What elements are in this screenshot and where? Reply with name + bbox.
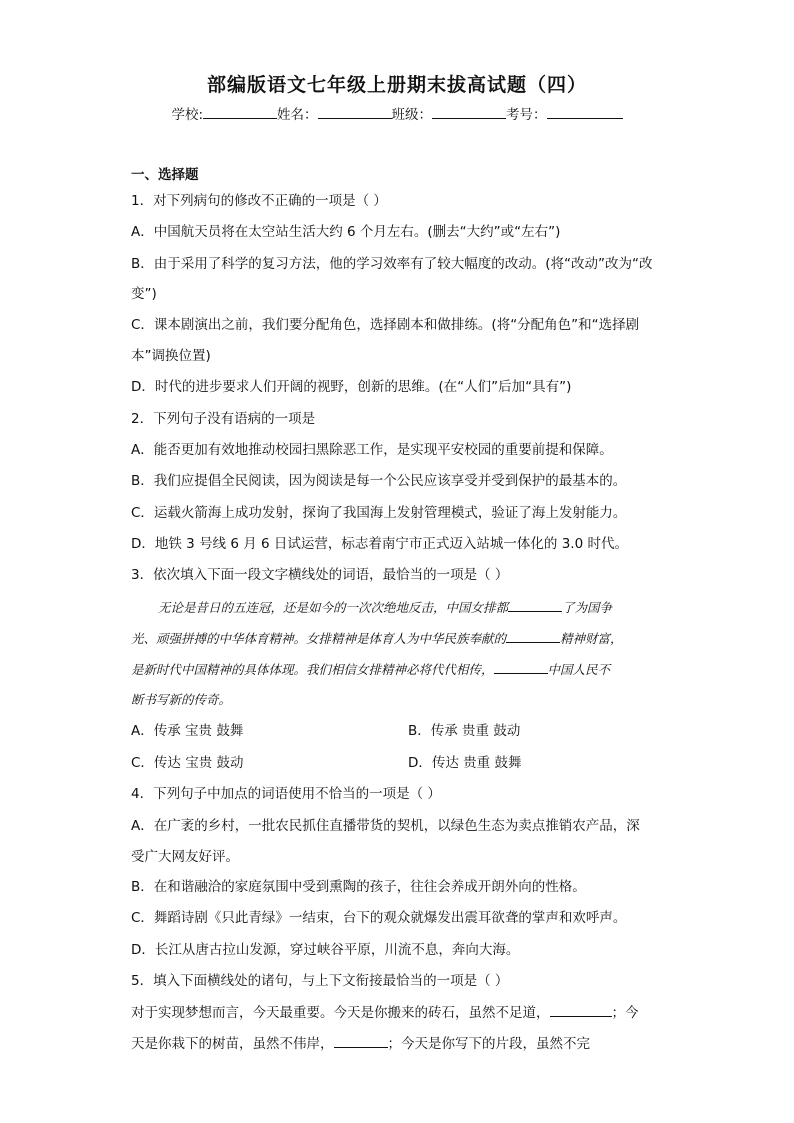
q5-blank-1[interactable] [550,1003,612,1017]
id-blank[interactable] [547,104,623,119]
q3-option-d: D．传达 贵重 鼓舞 [408,755,522,771]
q5-text-line1 [131,1003,671,1022]
q1-option-b-line1: B．由于采用了科学的复习方法，他的学习效率有了较大幅度的改动。(将“改动”改为“改 [131,256,653,272]
q4-option-a-line1: A．在广袤的乡村，一批农民抓住直播带货的契机，以绿色生态为卖点推销农产品，深 [131,818,640,834]
q3-passage-text: 了为国争 [562,600,613,615]
name-label: 姓名： [277,107,318,123]
q2-option-a: A．能否更加有效地推动校园扫黑除恶工作，是实现平安校园的重要前提和保障。 [131,442,613,458]
q3-passage-text: 中国人民不 [547,662,611,677]
id-label: 考号： [506,107,547,123]
class-label: 班级： [391,107,433,123]
q5-text: ；今天是你写下的片段，虽然不完 [387,1036,590,1052]
q4-option-a-line2: 受广大网友好评。 [131,849,239,865]
school-blank[interactable] [203,104,277,119]
q3-passage-text: 光、顽强拼搏的中华体育精神。女排精神是体育人为中华民族奉献的 [131,631,507,646]
q4-option-d: D．长江从唐古拉山发源，穿过峡谷平原，川流不息，奔向大海。 [131,942,520,958]
q3-passage-line4: 断书写新的传奇。 [131,692,232,707]
q3-passage-line1 [158,598,698,617]
q3-blank-1[interactable] [508,598,562,612]
section-heading: 一、选择题 [131,167,199,183]
q1-option-b-line2: 变”) [131,286,157,302]
q2-option-d: D．地铁 3 号线 6 月 6 日试运营，标志着南宁市正式迈入站城一体化的 3.0 时代。 [131,536,628,552]
q5-text: ；今 [611,1005,639,1021]
q1-option-a: A．中国航天员将在太空站生活大约 6 个月左右。(删去“大约”或“左右”) [131,224,561,240]
q3-blank-2[interactable] [506,629,560,643]
q5-text-line2 [131,1034,671,1053]
q4-option-c: C．舞蹈诗剧《只此青绿》一结束，台下的观众就爆发出震耳欲聋的掌声和欢呼声。 [131,910,627,926]
q5-text: 对于实现梦想而言，今天最重要。今天是你搬来的砖石，虽然不足道， [131,1005,550,1021]
q3-blank-3[interactable] [494,660,548,674]
q3-option-a: A．传承 宝贵 鼓舞 [131,723,244,739]
q3-passage-text: 是新时代中国精神的具体体现。我们相信女排精神必将代代相传， [131,662,494,677]
q1-option-c-line2: 本”调换位置) [131,348,211,364]
q1-option-d: D．时代的进步要求人们开阔的视野，创新的思维。(在“人们”后加“具有”) [131,379,572,395]
q2-option-b: B．我们应提倡全民阅读，因为阅读是每一个公民应该享受并受到保护的最基本的。 [131,473,627,489]
page-title: 部编版语文七年级上册期末拔高试题（四） [206,74,587,96]
q2-option-c: C．运载火箭海上成功发射，探询了我国海上发射管理模式，验证了海上发射能力。 [131,505,627,521]
q5-blank-2[interactable] [334,1034,388,1048]
q3-passage-text: 无论是昔日的五连冠，还是如今的一次次绝地反击，中国女排都 [158,600,509,615]
q3-passage-line3 [131,660,671,679]
q4-option-b: B．在和谐融洽的家庭氛围中受到熏陶的孩子，往往会养成开朗外向的性格。 [131,879,586,895]
q5-stem: 5．填入下面横线处的诸句，与上下文衔接最恰当的一项是（ ） [131,973,509,989]
q1-option-c-line1: C．课本剧演出之前，我们要分配角色，选择剧本和做排练。(将“分配角色”和“选择剧 [131,317,640,333]
q4-stem: 4．下列句子中加点的词语使用不恰当的一项是（ ） [131,786,441,802]
student-info-row [0,103,794,123]
q2-stem: 2．下列句子没有语病的一项是 [131,411,316,427]
q3-option-c: C．传达 宝贵 鼓动 [131,755,244,771]
q3-option-b: B．传承 贵重 鼓动 [408,723,521,739]
q3-passage-line2 [131,629,671,648]
name-blank[interactable] [318,104,392,119]
q3-passage-text: 精神财富， [560,631,623,646]
q5-text: 天是你栽下的树苗，虽然不伟岸， [131,1036,334,1052]
school-label: 学校: [171,107,204,123]
q3-stem: 3．依次填入下面一段文字横线处的词语，最恰当的一项是（ ） [131,567,509,583]
q1-stem: 1．对下列病句的修改不正确的一项是（ ） [131,193,387,209]
class-blank[interactable] [432,104,506,119]
